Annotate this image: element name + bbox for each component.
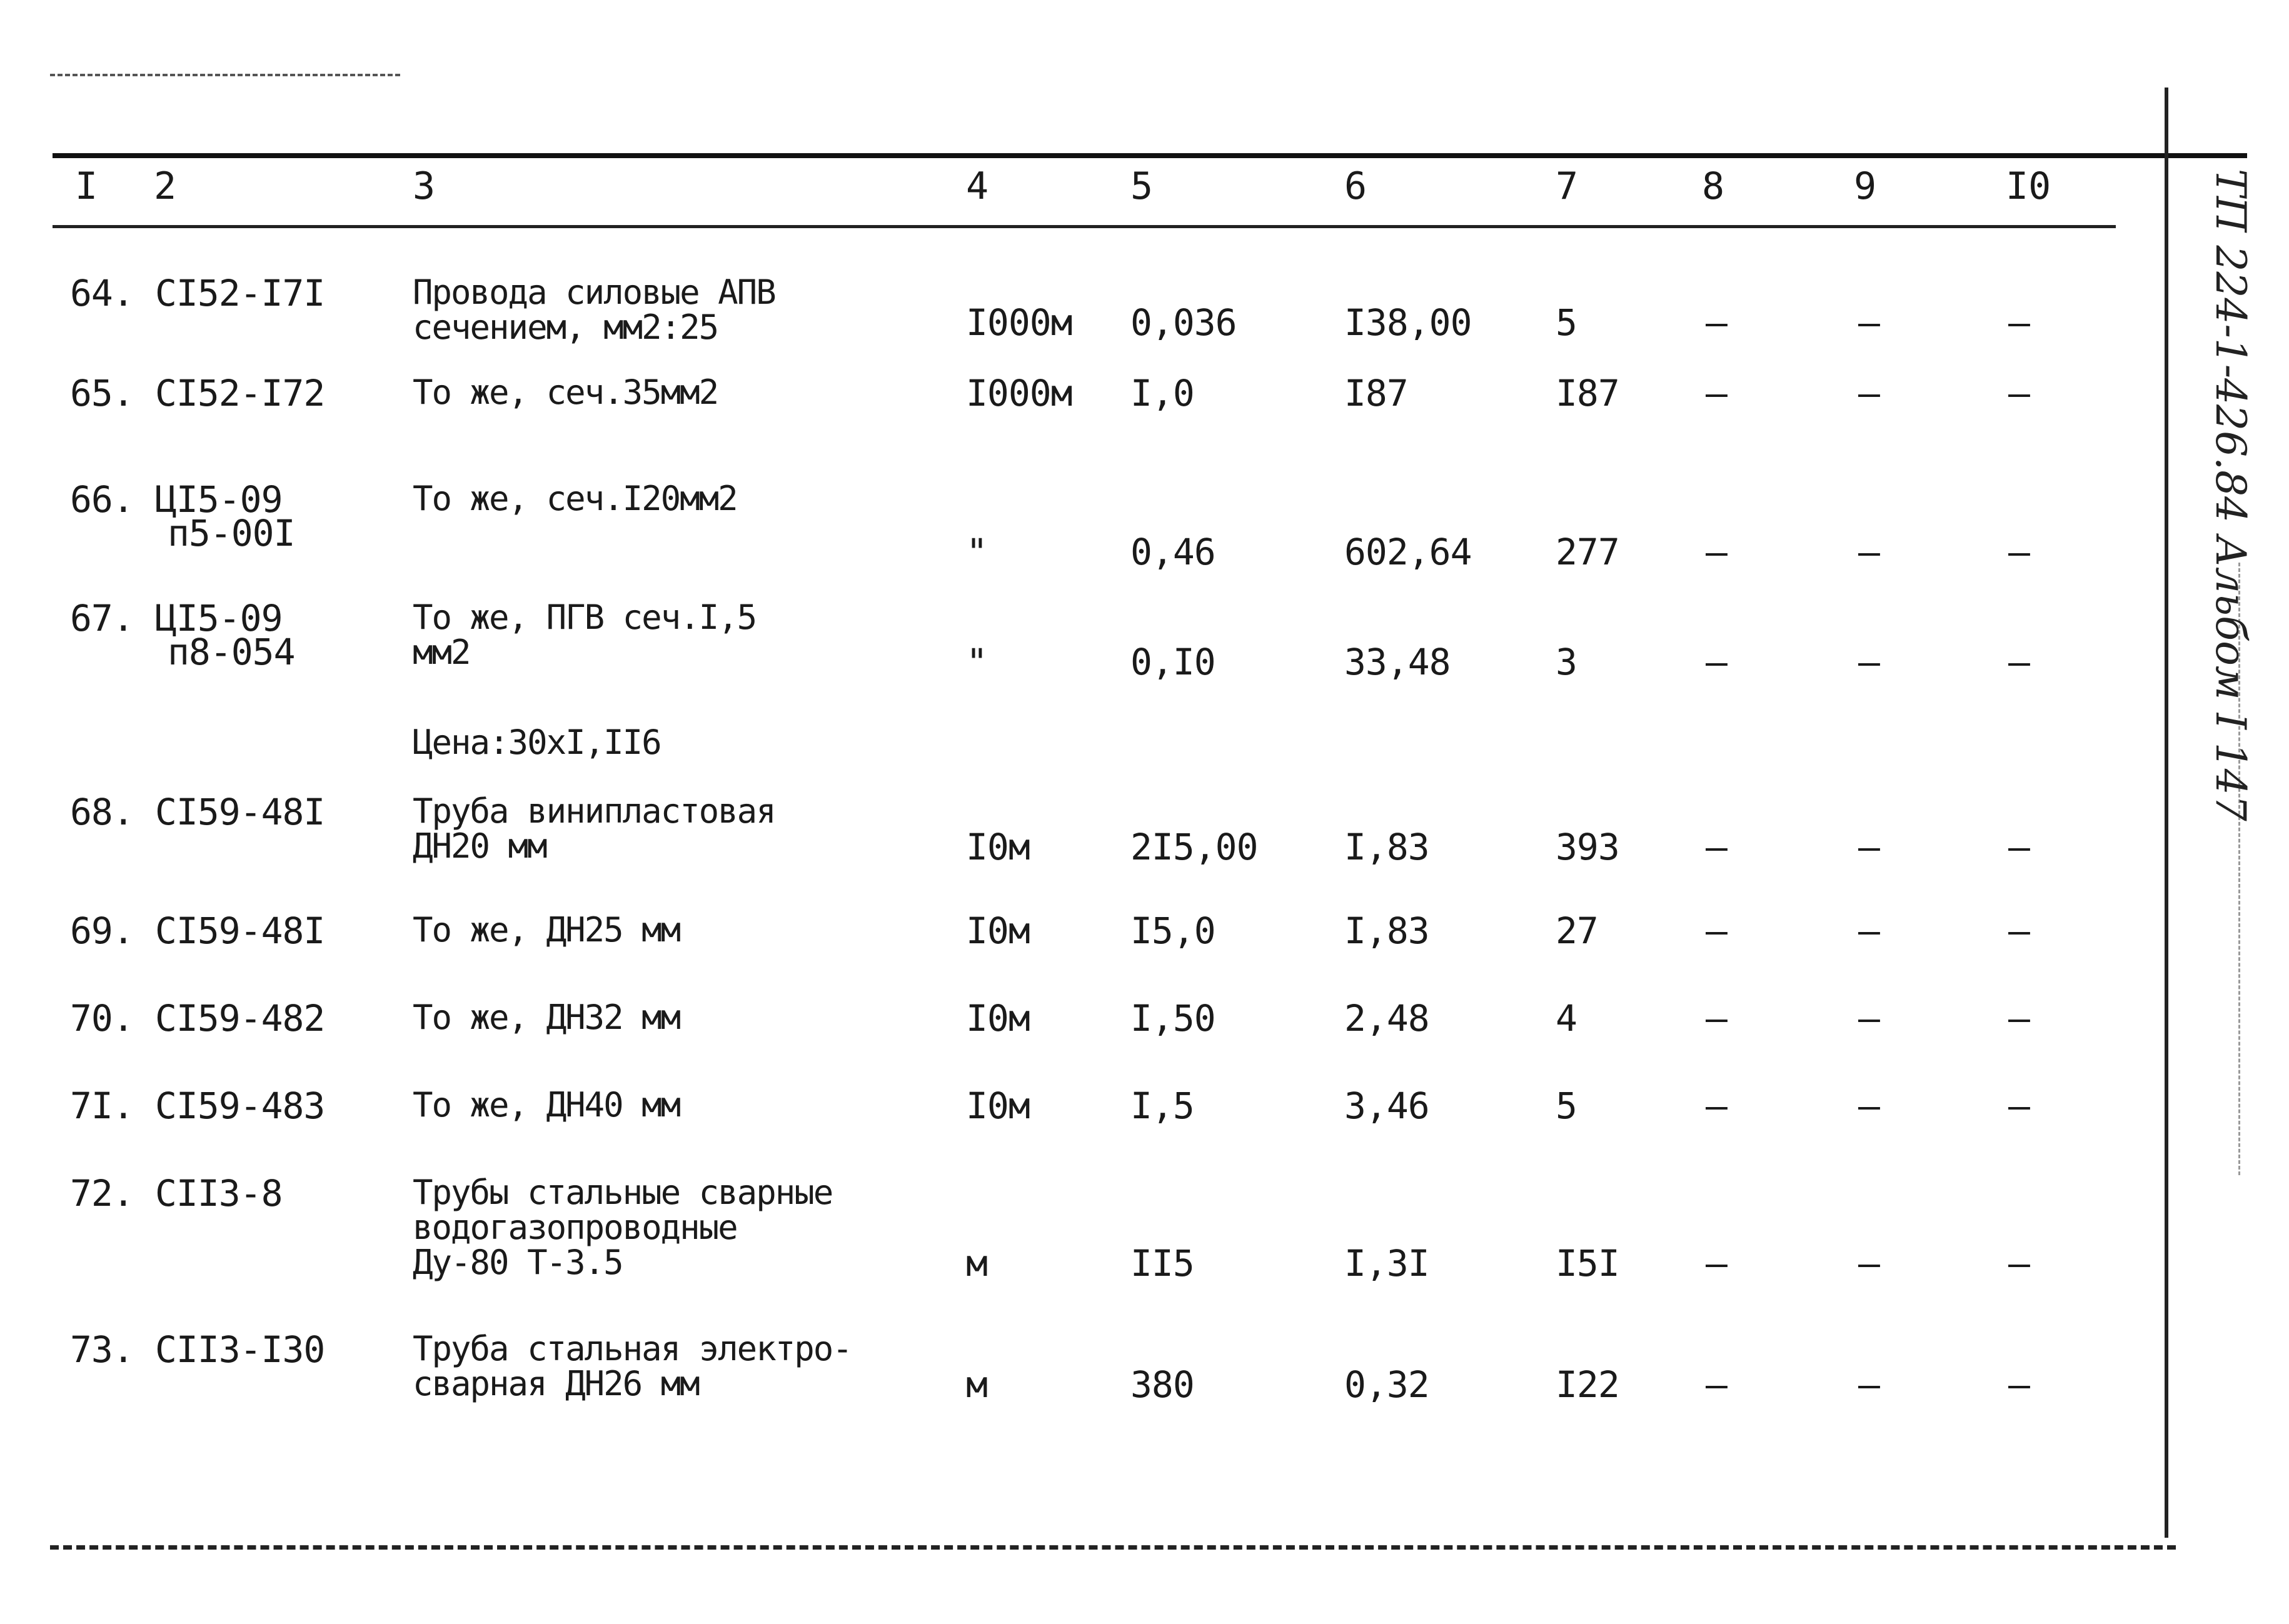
table-top-rule [53, 153, 2247, 158]
cell-n: 73. [70, 1328, 134, 1371]
cell-qty: I,5 [1130, 1085, 1194, 1127]
cell-total: 5 [1556, 1085, 1577, 1127]
cell-n: 66. [70, 478, 134, 521]
cell-price: I,3I [1344, 1242, 1429, 1285]
right-margin-rule [2165, 88, 2168, 1538]
cell-c9: – [1858, 997, 1879, 1040]
cell-c8: – [1706, 301, 1727, 344]
cell-name: Трубы стальные сварные водогазопроводные Ду-80 Т-3.5 [413, 1173, 833, 1282]
cell-c10: – [2008, 910, 2030, 952]
cell-price: 33,48 [1344, 641, 1451, 683]
cell-code: CI59-483 [155, 1085, 325, 1127]
cell-c9: – [1858, 1363, 1879, 1406]
cell-c10: – [2008, 531, 2030, 573]
cell-n: 64. [70, 272, 134, 314]
cell-qty: 0,46 [1130, 531, 1215, 573]
cell-c8: – [1706, 641, 1727, 683]
cell-code: ЦI5-09 [155, 597, 283, 639]
cell-price: I38,00 [1344, 301, 1472, 344]
cell-n: 70. [70, 997, 134, 1040]
cell-unit: I000м [966, 301, 1072, 344]
header-col-9: 9 [1854, 164, 1877, 208]
cell-price: 2,48 [1344, 997, 1429, 1040]
cell-code-line2: п8-054 [168, 631, 295, 673]
header-col-2: 2 [154, 164, 177, 208]
cell-name: Провода силовые АПВ сечением, мм2:25 [413, 273, 775, 347]
cell-name: То же, ДН32 мм [413, 998, 680, 1037]
cell-qty: 380 [1130, 1363, 1194, 1406]
bottom-dashed-rule [50, 1545, 2176, 1550]
cell-code: CII3-8 [155, 1172, 283, 1215]
cell-name: То же, сеч.I20мм2 [413, 479, 737, 518]
cell-qty: II5 [1130, 1242, 1194, 1285]
cell-name: То же, ДН25 мм [413, 910, 680, 950]
cell-c9: – [1858, 641, 1879, 683]
cell-total: 393 [1556, 826, 1619, 868]
cell-c10: – [2008, 372, 2030, 414]
cell-total: 27 [1556, 910, 1598, 952]
cell-c10: – [2008, 1242, 2030, 1285]
cell-c9: – [1858, 1085, 1879, 1127]
cell-n: 7I. [70, 1085, 134, 1127]
cell-code: CI59-48I [155, 791, 325, 833]
cell-qty: I,50 [1130, 997, 1215, 1040]
cell-price: I87 [1344, 372, 1408, 414]
cell-n: 72. [70, 1172, 134, 1215]
cell-c9: – [1858, 372, 1879, 414]
cell-c10: – [2008, 641, 2030, 683]
cell-unit: I0м [966, 910, 1030, 952]
cell-n: 68. [70, 791, 134, 833]
cell-n: 69. [70, 910, 134, 952]
cell-unit: I0м [966, 1085, 1030, 1127]
cell-n: 65. [70, 372, 134, 414]
cell-unit: м [966, 1242, 987, 1285]
cell-code: CI59-48I [155, 910, 325, 952]
cell-n: 67. [70, 597, 134, 639]
cell-total: 4 [1556, 997, 1577, 1040]
cell-c8: – [1706, 372, 1727, 414]
cell-name: То же, ПГВ сеч.I,5 мм2 [413, 598, 757, 672]
cell-code-line2: п5-00I [168, 512, 295, 554]
cell-c9: – [1858, 1242, 1879, 1285]
cell-c9: – [1858, 910, 1879, 952]
cell-c9: – [1858, 301, 1879, 344]
cell-total: 5 [1556, 301, 1577, 344]
cell-c8: – [1706, 997, 1727, 1040]
cell-total: I22 [1556, 1363, 1619, 1406]
cell-c10: – [2008, 826, 2030, 868]
cell-name: Труба стальная электро- сварная ДН26 мм [413, 1329, 852, 1403]
cell-code: CI59-482 [155, 997, 325, 1040]
header-bottom-rule [53, 225, 2116, 228]
cell-c8: – [1706, 1085, 1727, 1127]
cell-unit: " [966, 641, 987, 683]
cell-unit: I000м [966, 372, 1072, 414]
cell-c10: – [2008, 997, 2030, 1040]
cell-c8: – [1706, 1363, 1727, 1406]
header-col-10: I0 [2006, 164, 2051, 208]
cell-price: 0,32 [1344, 1363, 1429, 1406]
header-col-5: 5 [1130, 164, 1154, 208]
cell-qty: 0,I0 [1130, 641, 1215, 683]
cell-c9: – [1858, 826, 1879, 868]
cell-unit: I0м [966, 826, 1030, 868]
top-dashed-rule [50, 74, 400, 76]
cell-c8: – [1706, 826, 1727, 868]
cell-unit: м [966, 1363, 987, 1406]
cell-qty: 0,036 [1130, 301, 1237, 344]
cell-code: CI52-I7I [155, 272, 325, 314]
header-col-3: 3 [413, 164, 436, 208]
cell-total: I5I [1556, 1242, 1619, 1285]
cell-c8: – [1706, 1242, 1727, 1285]
header-col-7: 7 [1556, 164, 1579, 208]
cell-c8: – [1706, 910, 1727, 952]
cell-price: I,83 [1344, 826, 1429, 868]
cell-name: Цена:30хI,II6 [413, 723, 661, 762]
cell-code: ЦI5-09 [155, 478, 283, 521]
cell-code: CII3-I30 [155, 1328, 325, 1371]
header-col-1: I [75, 164, 98, 208]
cell-c10: – [2008, 1363, 2030, 1406]
cell-name: То же, ДН40 мм [413, 1085, 680, 1125]
cell-price: I,83 [1344, 910, 1429, 952]
cell-total: 277 [1556, 531, 1619, 573]
cell-code: CI52-I72 [155, 372, 325, 414]
cell-c9: – [1858, 531, 1879, 573]
header-col-4: 4 [966, 164, 989, 208]
side-annotation: ТП 224-1-426.84 Альбом I 147 [2206, 169, 2255, 821]
cell-c8: – [1706, 531, 1727, 573]
header-col-8: 8 [1702, 164, 1725, 208]
cell-name: Труба винипластовая ДН20 мм [413, 791, 775, 866]
cell-unit: " [966, 531, 987, 573]
header-col-6: 6 [1344, 164, 1367, 208]
cell-total: 3 [1556, 641, 1577, 683]
cell-c10: – [2008, 301, 2030, 344]
cell-price: 602,64 [1344, 531, 1472, 573]
cell-total: I87 [1556, 372, 1619, 414]
cell-price: 3,46 [1344, 1085, 1429, 1127]
cell-c10: – [2008, 1085, 2030, 1127]
cell-qty: I5,0 [1130, 910, 1215, 952]
cell-unit: I0м [966, 997, 1030, 1040]
cell-qty: 2I5,00 [1130, 826, 1258, 868]
cell-name: То же, сеч.35мм2 [413, 373, 718, 412]
cell-qty: I,0 [1130, 372, 1194, 414]
